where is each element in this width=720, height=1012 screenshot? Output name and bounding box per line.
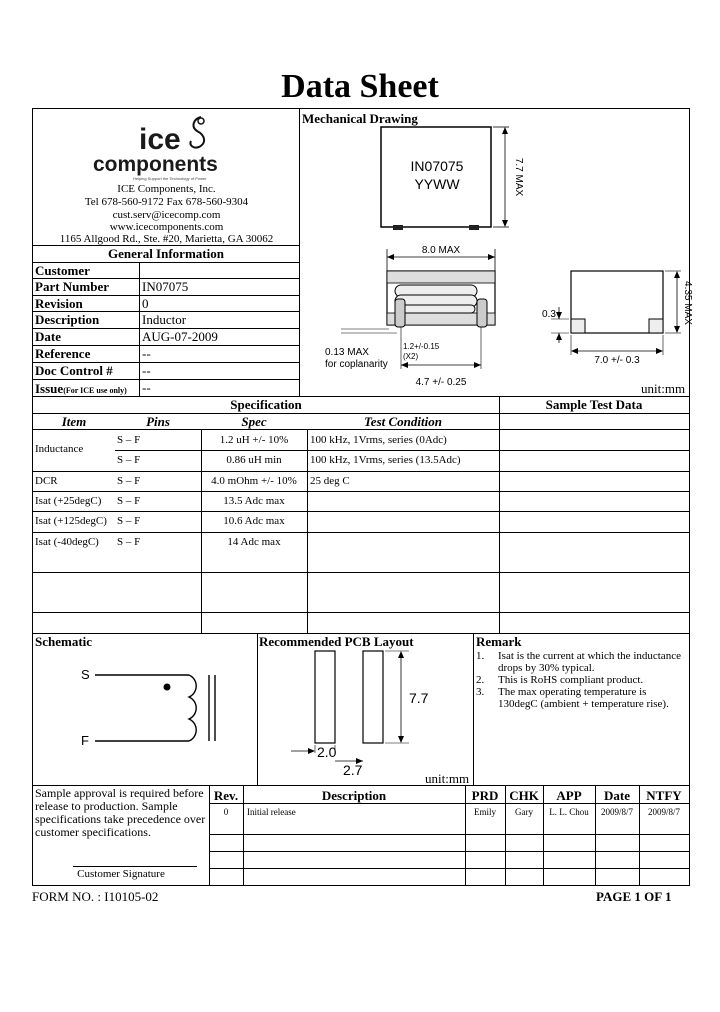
rev-row-desc: Initial release [247,807,296,817]
gi-label-reference: Reference [35,346,91,361]
gi-label-description: Description [35,312,100,327]
spec-row-6-item: Isat (-40degC) [35,536,99,548]
rev-col-date: Date [604,788,630,803]
gi-value-description: Inductor [142,312,187,327]
company-name: ICE Components, Inc. [117,183,216,195]
logo-text-components: components [93,153,218,176]
col-item: Item [61,414,87,429]
col-spec: Spec [241,414,267,429]
pcb-layout-drawing [281,649,471,778]
remark-item-3 [476,686,684,710]
rev-row-date: 2009/8/7 [600,807,633,817]
spec-row-3-cond: 25 deg C [310,475,350,487]
pcb-pad-left [315,651,335,743]
col-test-condition: Test Condition [364,414,442,429]
sample-test-heading: Sample Test Data [545,397,643,412]
dim-coplanarity-note: for coplanarity [325,359,388,370]
gi-value-part-number: IN07075 [142,279,189,294]
mechanical-heading: Mechanical Drawing [302,111,418,126]
dim-terminal: 1.2+/-0.15 [403,342,440,351]
gi-label-customer: Customer [35,263,90,278]
col-pins: Pins [146,414,170,429]
dim-width: 8.0 MAX [421,245,461,256]
page-number: PAGE 1 OF 1 [596,889,672,904]
general-info-heading: General Information [108,246,224,261]
dim-7-0: 7.0 +/- 0.3 [594,355,640,366]
approval-note: Sample approval is required before release to production. Sample specifications take precedence over customer specifications. [35,786,206,839]
rev-row-chk: Gary [515,807,533,817]
pcb-heading: Recommended PCB Layout [259,634,414,649]
spec-row-1-pins: S – F [117,434,141,446]
remark-list [476,650,684,710]
gi-label-part-number: Part Number [35,279,110,294]
coil-icon [189,675,196,741]
rev-col-rev: Rev. [213,788,239,803]
gi-value-issue: -- [142,380,151,395]
spec-row-6-pins: S – F [117,536,141,548]
remark-item-3-text: The max operating temperature is 130degC (ambient + temperature rise). [498,686,669,710]
gi-label-doc-control: Doc Control # [35,363,113,378]
rev-col-prd: PRD [471,788,499,803]
top-divider [299,109,300,396]
spec-row-2-pins: S – F [117,454,141,466]
schematic-heading: Schematic [35,634,93,649]
remark-item-3-num: 3. [476,686,485,698]
spec-row-3-spec: 4.0 mOhm +/- 10% [211,475,297,487]
schematic-drawing [73,665,223,749]
gi-value-date: AUG-07-2009 [142,329,218,344]
remark-item-1 [476,650,684,674]
dim-terminal-note: (X2) [403,352,419,361]
pcb-unit: unit:mm [425,771,470,786]
spec-row-4-spec: 13.5 Adc max [223,495,285,507]
rev-col-chk: CHK [509,788,539,803]
gi-label-revision: Revision [35,296,83,311]
spec-row-4-item: Isat (+25degC) [35,495,102,507]
pcb-dim-height: 7.7 [409,690,429,706]
spec-row-6-spec: 14 Adc max [227,536,281,548]
mechanical-unit: unit:mm [641,381,686,396]
rev-row-prd: Emily [474,807,496,817]
remark-item-2-num: 2. [476,674,485,686]
gi-value-reference: -- [142,346,151,361]
remark-item-2-text: This is RoHS compliant product. [498,674,644,686]
page-title: Data Sheet [281,68,439,105]
rev-col-description: Description [321,788,387,803]
company-address: 1165 Allgood Rd., Ste. #20, Marietta, GA 30062 [59,233,274,245]
company-phone-fax: Tel 678-560-9172 Fax 678-560-9304 [84,196,249,208]
customer-signature-label[interactable]: Customer Signature [77,868,165,880]
company-email[interactable]: cust.serv@icecomp.com [112,209,221,221]
pcb-dim-pad: 2.0 [317,744,337,760]
spec-row-5-item: Isat (+125degC) [35,515,107,527]
remark-item-1-text: Isat is the current at which the inductance drops by 30% typical. [498,650,681,674]
dim-0-3: 0.3 [542,309,556,320]
form-number: FORM NO. : I10105-02 [32,889,159,904]
spec-row-1-spec: 1.2 uH +/- 10% [219,434,289,446]
pcb-dim-gap: 2.7 [343,762,363,778]
spec-heading: Specification [230,397,302,412]
gi-issue-note: (For ICE use only) [63,386,127,395]
spec-row-2-spec: 0.86 uH min [226,454,282,466]
pin-label-f: F [81,733,89,748]
marking-date-code: YYWW [414,176,460,192]
rev-row-rev: 0 [223,807,229,817]
gi-value-doc-control: -- [142,363,151,378]
dim-thickness: 4.35 MAX [682,281,693,325]
spec-row-1-cond: 100 kHz, 1Vrms, series (0Adc) [310,434,447,446]
spec-row-1-item: Inductance [35,443,84,455]
ice-logo [89,111,249,183]
remark-item-1-num: 1. [476,650,485,662]
pcb-pad-right [363,651,383,743]
gi-label-date: Date [35,329,61,344]
remark-item-2 [476,674,684,686]
dim-4-7: 4.7 +/- 0.25 [415,377,467,388]
gi-value-revision: 0 [142,296,149,311]
pin-label-s: S [81,667,90,682]
dim-height: 7.7 MAX [513,157,524,197]
spec-row-5-pins: S – F [117,515,141,527]
dim-coplanarity: 0.13 MAX [325,347,369,358]
logo-tagline: Helping Support the Technology of Power [133,176,207,181]
remark-heading: Remark [476,634,522,649]
mechanical-drawing [301,123,691,393]
marking-part: IN07075 [410,158,464,174]
rev-row-ntfy: 2009/8/7 [647,807,680,817]
rev-col-app: APP [556,788,582,803]
gi-label-issue: Issue [35,381,64,396]
spec-row-5-spec: 10.6 Adc max [223,515,285,527]
spec-row-3-pins: S – F [117,475,141,487]
rev-col-ntfy: NTFY [646,788,682,803]
rev-row-app: L. L. Chou [549,807,589,817]
polarity-dot [164,684,171,691]
datasheet-frame [32,108,693,886]
spec-row-3-item: DCR [35,475,58,487]
spec-row-2-cond: 100 kHz, 1Vrms, series (13.5Adc) [310,454,461,466]
company-website[interactable]: www.icecomponents.com [109,221,224,233]
spec-row-4-pins: S – F [117,495,141,507]
logo-text-ice: ice [139,123,181,156]
